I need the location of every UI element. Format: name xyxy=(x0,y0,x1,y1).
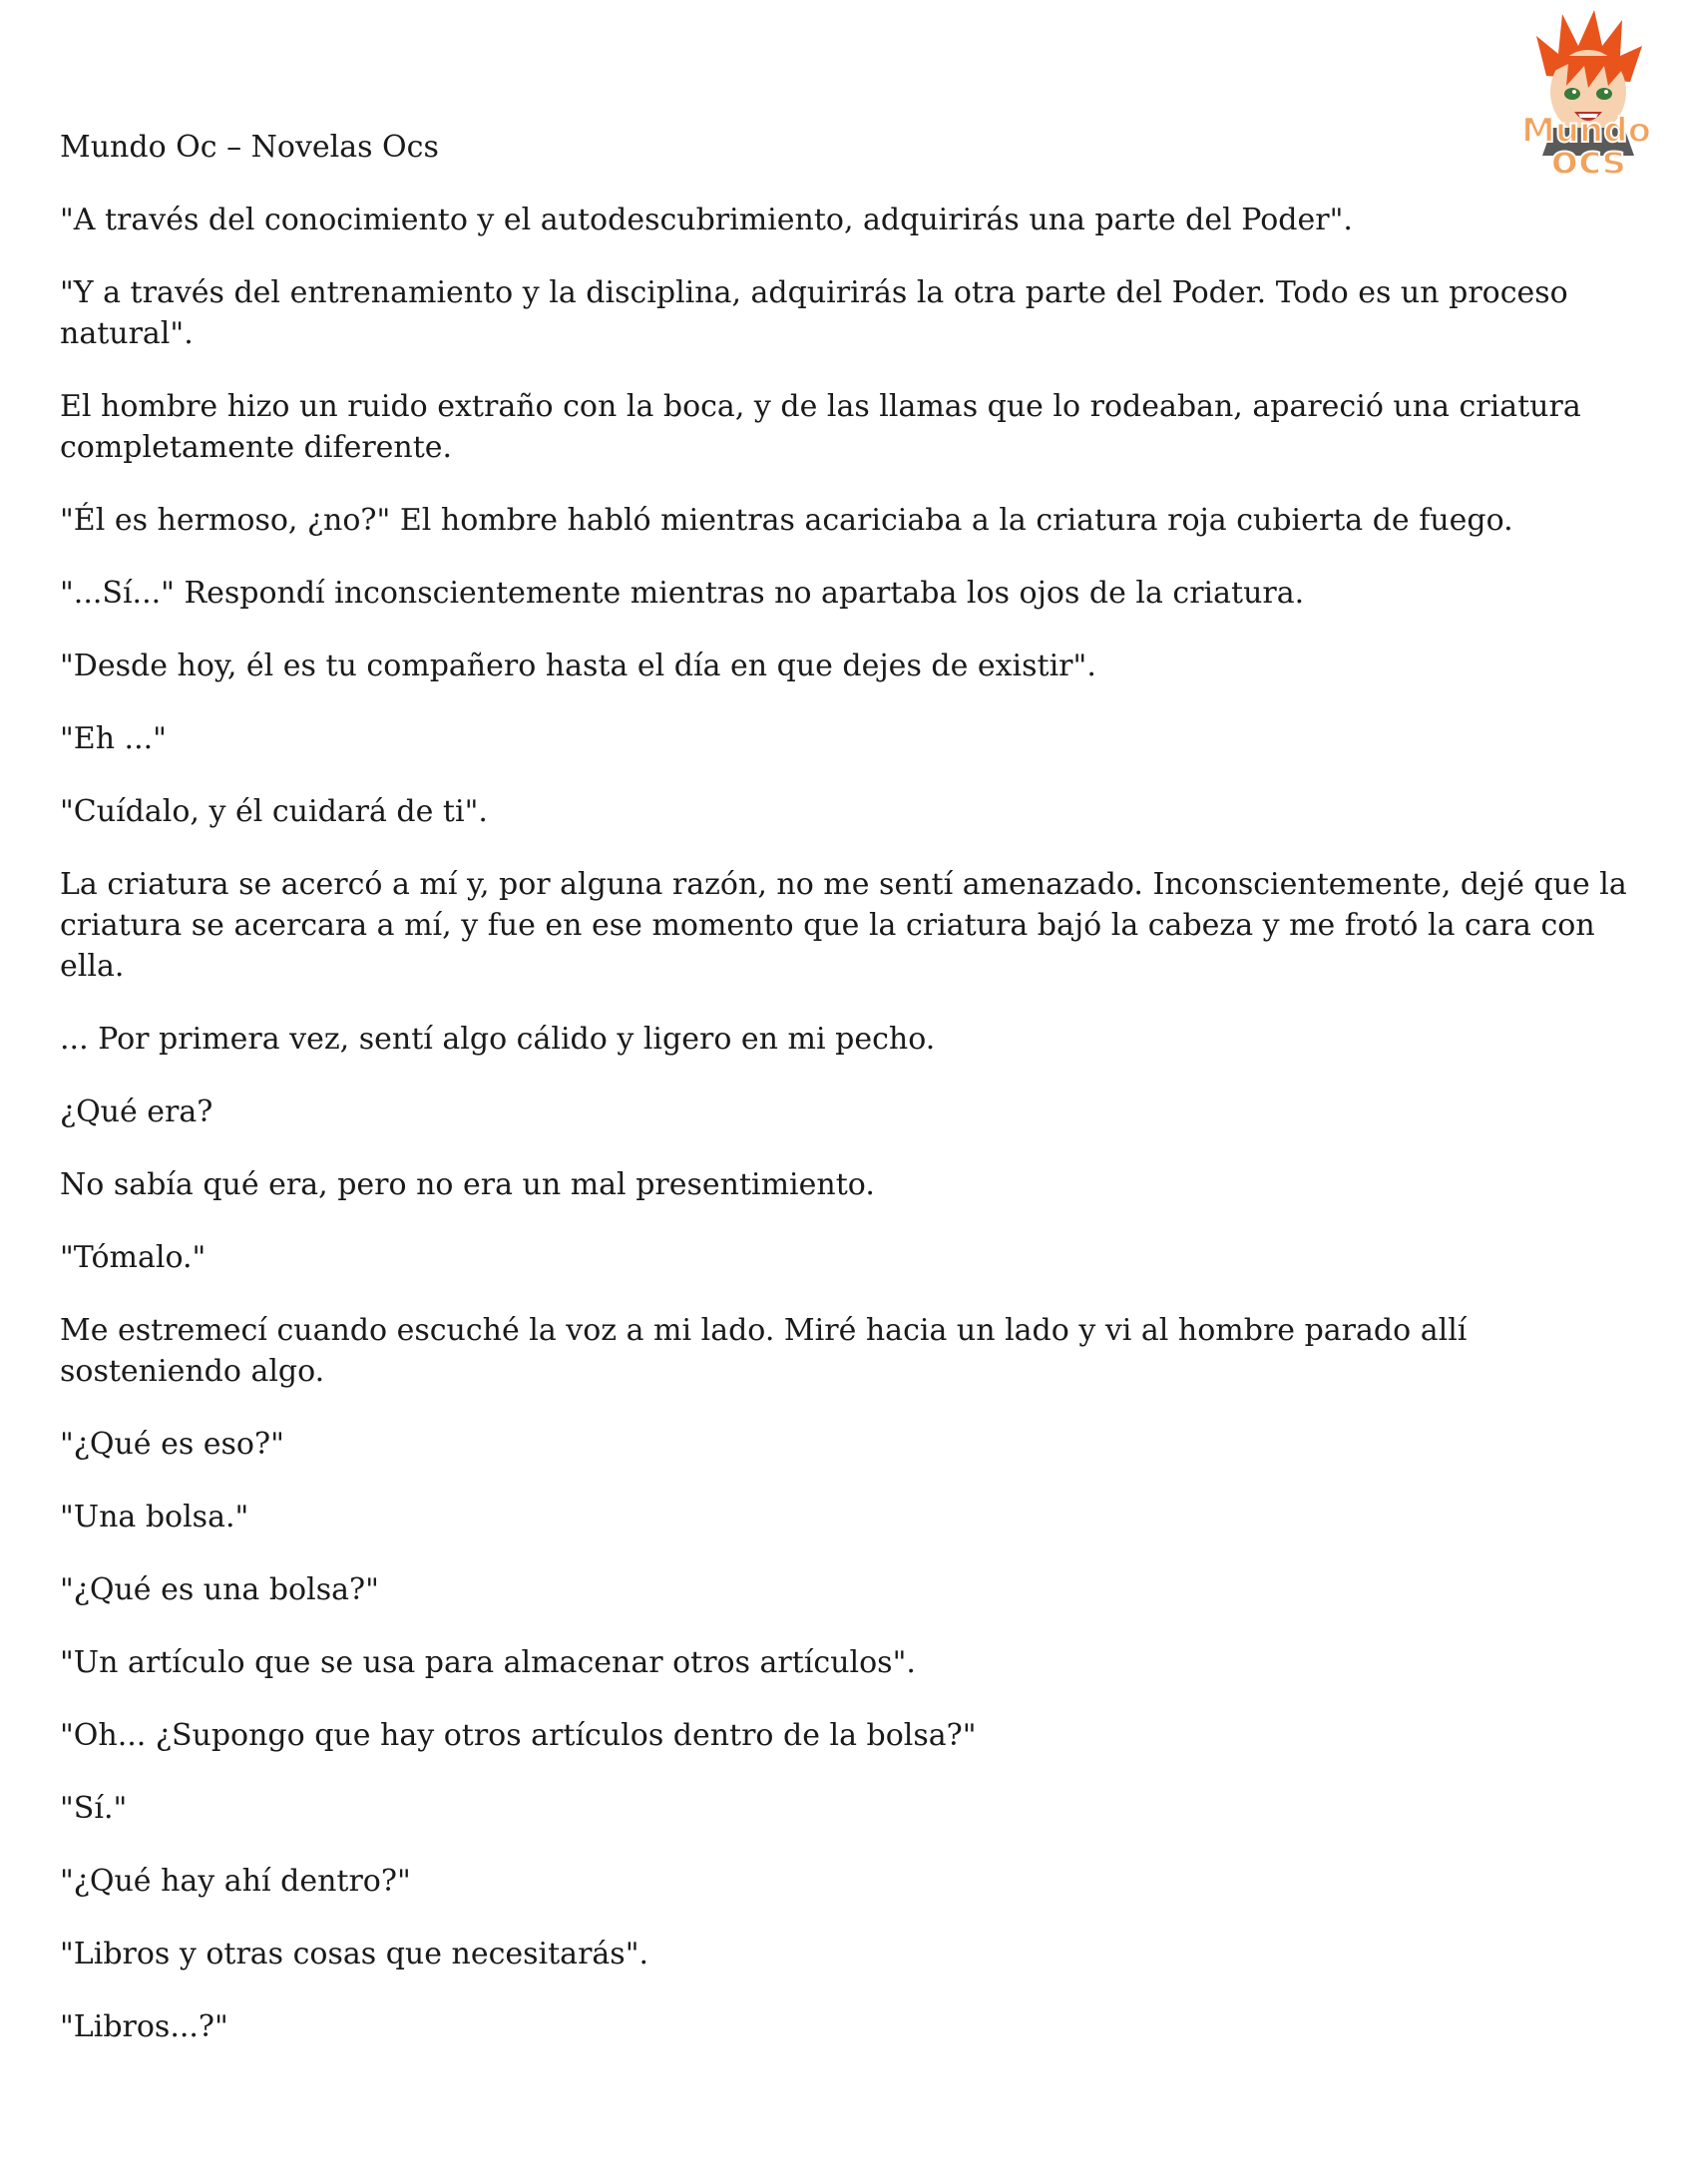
paragraph-list xyxy=(60,200,1636,2047)
paragraph: Me estremecí cuando escuché la voz a mi lado. Miré hacia un lado y vi al hombre parado allí sosteniendo algo. xyxy=(60,1313,1468,1389)
paragraph: "¿Qué hay ahí dentro?" xyxy=(60,1864,411,1899)
paragraph: "Cuídalo, y él cuidará de ti". xyxy=(60,794,488,829)
paragraph: ¿Qué era? xyxy=(60,1094,213,1129)
paragraph: "A través del conocimiento y el autodescubrimiento, adquirirás una parte del Poder". xyxy=(60,203,1353,237)
logo-word-mundo: Mundo xyxy=(1521,111,1651,151)
paragraph: "Sí." xyxy=(60,1791,128,1826)
paragraph: "Él es hermoso, ¿no?" El hombre habló mientras acariciaba a la criatura roja cubierta de fuego. xyxy=(60,503,1513,538)
paragraph: "Y a través del entrenamiento y la disciplina, adquirirás la otra parte del Poder. Todo es un proceso natural". xyxy=(60,275,1568,351)
paragraph: "¿Qué es eso?" xyxy=(60,1427,284,1462)
paragraph: ... Por primera vez, sentí algo cálido y ligero en mi pecho. xyxy=(60,1022,936,1057)
paragraph: "Tómalo." xyxy=(60,1240,207,1275)
paragraph: El hombre hizo un ruido extraño con la boca, y de las llamas que lo rodeaban, apareció una criatura completamente diferente. xyxy=(60,389,1581,465)
paragraph: "Libros...?" xyxy=(60,2009,228,2044)
logo-word-ocs: ocs xyxy=(1550,138,1626,184)
paragraph: "¿Qué es una bolsa?" xyxy=(60,1572,379,1607)
paragraph: "Oh... ¿Supongo que hay otros artículos dentro de la bolsa?" xyxy=(60,1718,977,1753)
paragraph: "Desde hoy, él es tu compañero hasta el día en que dejes de existir". xyxy=(60,649,1096,683)
paragraph: "Un artículo que se usa para almacenar otros artículos". xyxy=(60,1645,916,1680)
paragraph: "Libros y otras cosas que necesitarás". xyxy=(60,1937,649,1971)
page-header: Mundo Oc – Novelas Ocs xyxy=(60,130,439,165)
paragraph: No sabía qué era, pero no era un mal presentimiento. xyxy=(60,1167,875,1202)
paragraph: "Una bolsa." xyxy=(60,1500,249,1534)
paragraph: "...Sí..." Respondí inconscientemente mientras no apartaba los ojos de la criatura. xyxy=(60,576,1305,611)
document-body xyxy=(60,127,1636,2079)
paragraph: "Eh ..." xyxy=(60,721,167,756)
paragraph: La criatura se acercó a mí y, por alguna razón, no me sentí amenazado. Inconscientemente, dejé que la criatura se acercara a mí, y fue en ese momento que la criatura bajó la cabeza y me frotó la cara con ella. xyxy=(60,867,1627,984)
